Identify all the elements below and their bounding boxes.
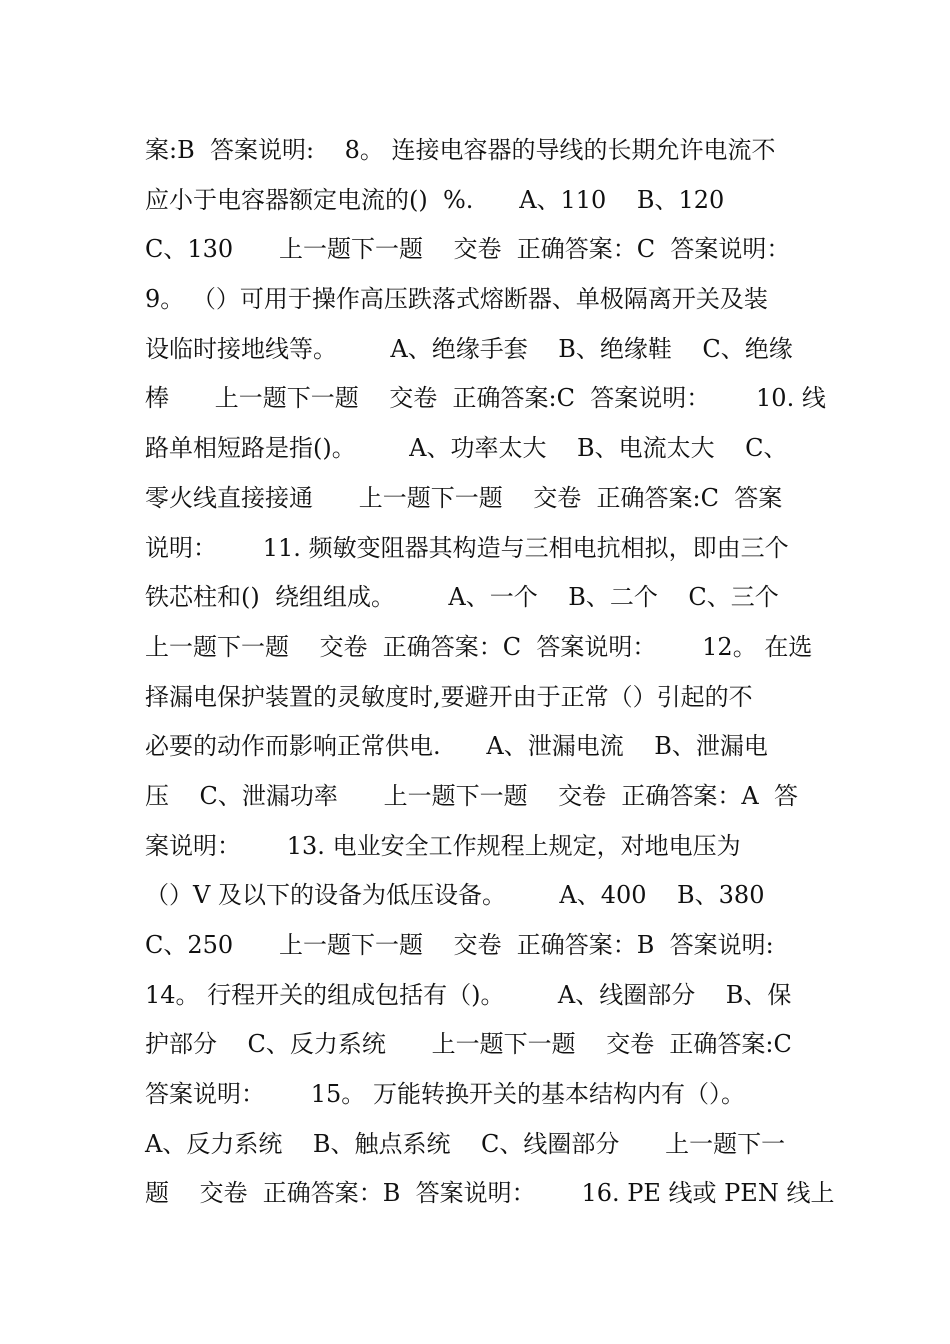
text-line: C、250 上一题下一题 交卷 正确答案：B 答案说明: (145, 931, 774, 959)
document-body (145, 126, 835, 1219)
text-line: 案:B 答案说明: 8。 连接电容器的导线的长期允许电流不 (145, 136, 776, 164)
text-line: （）V 及以下的设备为低压设备。 A、400 B、380 (145, 881, 765, 910)
text-line: 压 C、泄漏功率 上一题下一题 交卷 正确答案：A 答 (145, 781, 799, 810)
text-line: 择漏电保护装置的灵敏度时,要避开由于正常（）引起的不 (145, 682, 753, 711)
text-line: A、反力系统 B、触点系统 C、线圈部分 上一题下一 (145, 1129, 786, 1158)
text-line: 棒 上一题下一题 交卷 正确答案:C 答案说明： 10. 线 (145, 384, 826, 413)
text-line: 14。 行程开关的组成包括有（)。 A、线圈部分 B、保 (145, 980, 792, 1009)
text-line: 铁芯柱和() 绕组组成。 A、一个 B、二个 C、三个 (145, 583, 779, 612)
text-line: 路单相短路是指()。 A、功率太大 B、电流太大 C、 (145, 434, 788, 463)
text-line: C、130 上一题下一题 交卷 正确答案：C 答案说明： (145, 235, 791, 264)
text-line: 设临时接地线等。 A、绝缘手套 B、绝缘鞋 C、绝缘 (145, 334, 793, 363)
text-line: 必要的动作而影响正常供电. A、泄漏电流 B、泄漏电 (145, 732, 768, 761)
text-line: 案说明： 13. 电业安全工作规程上规定，对地电压为 (145, 831, 741, 860)
text-line: 9。 （）可用于操作高压跌落式熔断器、单极隔离开关及装 (145, 285, 768, 314)
text-line: 题 交卷 正确答案：B 答案说明： 16. PE 线或 PEN 线上 (145, 1179, 835, 1208)
text-line: 上一题下一题 交卷 正确答案：C 答案说明： 12。 在选 (145, 632, 813, 661)
text-line: 零火线直接接通 上一题下一题 交卷 正确答案:C 答案 (145, 483, 783, 512)
text-line: 说明： 11. 频敏变阻器其构造与三相电抗相拟，即由三个 (145, 533, 789, 562)
text-line: 护部分 C、反力系统 上一题下一题 交卷 正确答案:C (145, 1030, 792, 1059)
text-line: 应小于电容器额定电流的() %. A、110 B、120 (145, 185, 725, 214)
text-line: 答案说明： 15。 万能转换开关的基本结构内有（）。 (145, 1080, 745, 1109)
